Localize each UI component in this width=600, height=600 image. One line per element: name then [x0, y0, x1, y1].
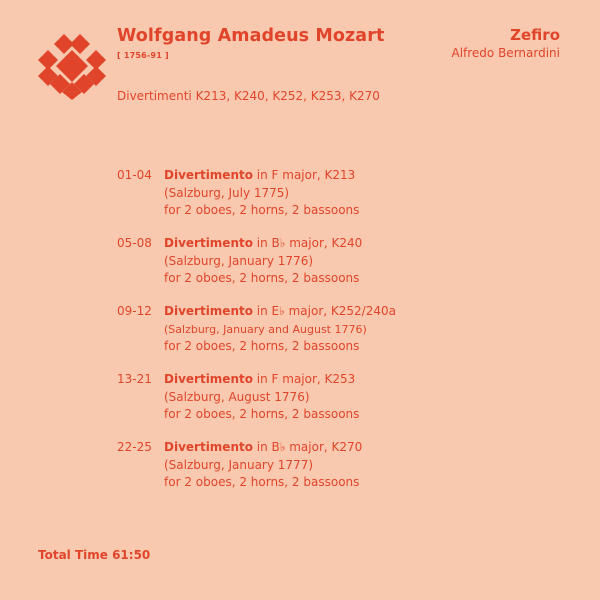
work-scoring: for 2 oboes, 2 horns, 2 bassoons	[164, 271, 360, 285]
track-group-5	[117, 439, 557, 507]
work-scoring: for 2 oboes, 2 horns, 2 bassoons	[164, 203, 360, 217]
track-numbers: 01-04	[117, 168, 152, 182]
work-key: in F major, K253	[252, 372, 356, 386]
work-key: in B♭ major, K240	[252, 236, 363, 250]
composer-name: Wolfgang Amadeus Mozart	[117, 26, 385, 46]
total-time: Total Time 61:50	[38, 548, 151, 562]
work-title: Divertimento	[164, 304, 253, 318]
track-numbers: 13-21	[117, 372, 152, 386]
conductor-name: Alfredo Bernardini	[451, 46, 560, 60]
track-numbers: 05-08	[117, 236, 152, 250]
track-numbers: 09-12	[117, 304, 152, 318]
ensemble-name: Zefiro	[510, 26, 560, 44]
work-title: Divertimento	[164, 236, 253, 250]
track-list	[117, 167, 557, 507]
track-group-4	[117, 371, 557, 439]
composer-dates: [ 1756-91 ]	[117, 51, 169, 60]
work-origin: (Salzburg, January 1777)	[164, 457, 314, 472]
label-logo-icon	[36, 30, 108, 100]
work-origin: (Salzburg, January 1776)	[164, 253, 314, 268]
work-title: Divertimento	[164, 168, 253, 182]
work-origin: (Salzburg, August 1776)	[164, 389, 310, 404]
track-group-1	[117, 167, 557, 235]
work-key: in B♭ major, K270	[252, 440, 363, 454]
track-numbers: 22-25	[117, 440, 152, 454]
track-group-2	[117, 235, 557, 303]
work-scoring: for 2 oboes, 2 horns, 2 bassoons	[164, 339, 360, 353]
work-key: in F major, K213	[252, 168, 356, 182]
track-group-3	[117, 303, 557, 371]
work-scoring: for 2 oboes, 2 horns, 2 bassoons	[164, 475, 360, 489]
work-title: Divertimento	[164, 440, 253, 454]
program-title: Divertimenti K213, K240, K252, K253, K270	[117, 89, 380, 103]
work-scoring: for 2 oboes, 2 horns, 2 bassoons	[164, 407, 360, 421]
work-origin: (Salzburg, July 1775)	[164, 185, 290, 200]
work-key: in E♭ major, K252/240a	[252, 304, 396, 318]
work-origin: (Salzburg, January and August 1776)	[164, 322, 367, 336]
work-title: Divertimento	[164, 372, 253, 386]
